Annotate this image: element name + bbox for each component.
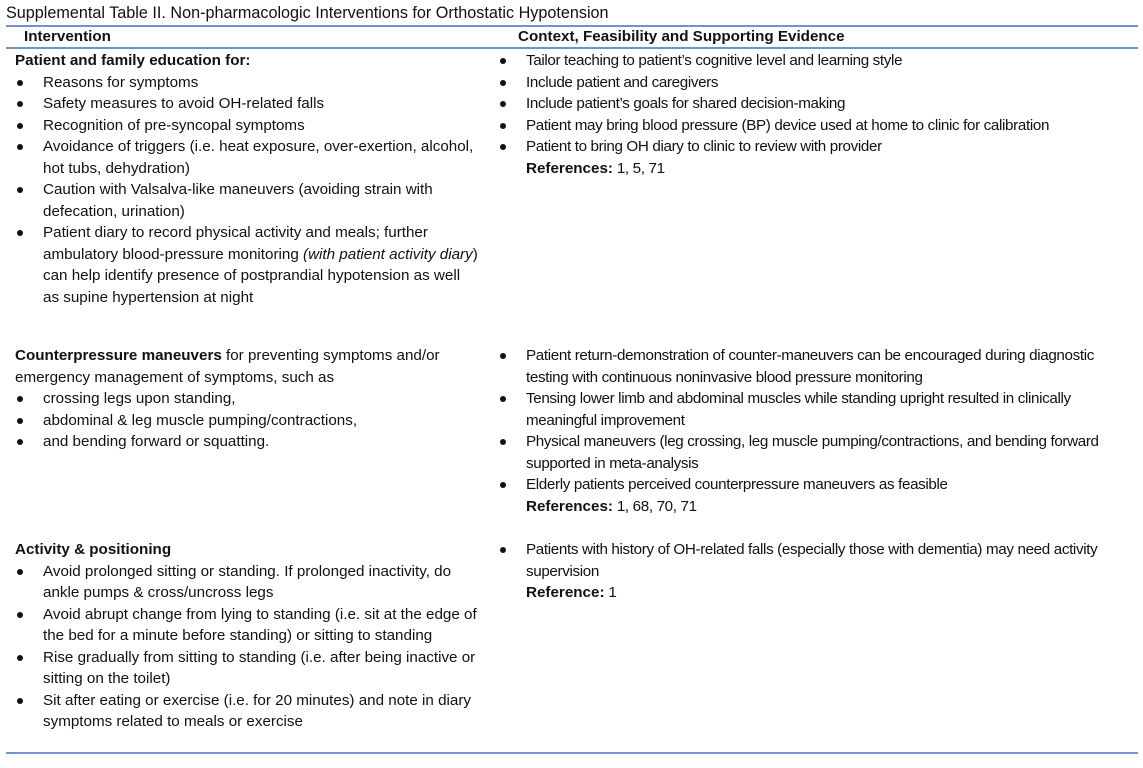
list-item: Patient may bring blood pressure (BP) device used at home to clinic for calibration: [498, 115, 1138, 137]
list-item: Include patient’s goals for shared decision-making: [498, 93, 1138, 115]
row-education-evidence: [498, 50, 1138, 179]
list-item: Patients with history of OH-related falls (especially those with dementia) may need activity supervision: [498, 539, 1138, 582]
list-item: Avoid abrupt change from lying to standing (i.e. sit at the edge of the bed for a minute before standing) or sitting to standing: [15, 604, 480, 647]
bullet-icon: [17, 187, 23, 193]
bullet-icon: [17, 569, 23, 575]
bullet-icon: [500, 80, 506, 86]
bullet-icon: [17, 698, 23, 704]
bullet-list: [498, 345, 1138, 496]
list-item: Patient return-demonstration of counter-maneuvers can be encouraged during diagnostic testing with continuous noninvasive blood pressure monitoring: [498, 345, 1138, 388]
bullet-icon: [500, 547, 506, 553]
row-lead: Activity & positioning: [15, 541, 172, 558]
bullet-list: [15, 561, 480, 733]
row-lead: Patient and family education for:: [15, 52, 251, 69]
list-item: Elderly patients perceived counterpressure maneuvers as feasible: [498, 474, 1138, 496]
list-item: Rise gradually from sitting to standing (i.e. after being inactive or sitting on the toilet): [15, 647, 480, 690]
list-item: Safety measures to avoid OH-related falls: [15, 93, 480, 115]
list-item: Recognition of pre-syncopal symptoms: [15, 115, 480, 137]
bullet-icon: [17, 418, 23, 424]
row-education-intervention: [15, 50, 480, 308]
references: References: 1, 68, 70, 71: [526, 497, 697, 515]
list-item: Tensing lower limb and abdominal muscles while standing upright resulted in clinically meaningful improvement: [498, 388, 1138, 431]
list-item: Physical maneuvers (leg crossing, leg muscle pumping/contractions, and bending forward supported in meta-analysis: [498, 431, 1138, 474]
bullet-list: [498, 539, 1138, 582]
row-counterpressure-intervention: [15, 345, 480, 453]
row-activity-intervention: [15, 539, 480, 733]
list-item: Tailor teaching to patient’s cognitive level and learning style: [498, 50, 1138, 72]
column-header-intervention: Intervention: [24, 28, 111, 45]
bullet-list: [15, 388, 480, 453]
bullet-list: [498, 50, 1138, 158]
list-item: Avoidance of triggers (i.e. heat exposure, over-exertion, alcohol, hot tubs, dehydration): [15, 136, 480, 179]
references: References: 1, 5, 71: [526, 159, 665, 177]
bullet-icon: [17, 439, 23, 445]
bullet-icon: [500, 396, 506, 402]
list-item: abdominal & leg muscle pumping/contractions,: [15, 410, 480, 432]
bullet-icon: [17, 144, 23, 150]
bottom-rule: [6, 752, 1138, 754]
bullet-icon: [17, 230, 23, 236]
bullet-icon: [17, 396, 23, 402]
bullet-icon: [500, 482, 506, 488]
bullet-icon: [17, 80, 23, 86]
bullet-icon: [500, 58, 506, 64]
bullet-icon: [17, 101, 23, 107]
references: Reference: 1: [526, 584, 617, 601]
bullet-icon: [17, 655, 23, 661]
bullet-icon: [17, 612, 23, 618]
list-item: crossing legs upon standing,: [15, 388, 480, 410]
list-item: Caution with Valsalva-like maneuvers (avoiding strain with defecation, urination): [15, 179, 480, 222]
bullet-icon: [500, 353, 506, 359]
list-item: Patient to bring OH diary to clinic to review with provider: [498, 136, 1138, 158]
bullet-icon: [500, 144, 506, 150]
list-item: Reasons for symptoms: [15, 72, 480, 94]
bullet-icon: [500, 101, 506, 107]
table-title: Supplemental Table II. Non-pharmacologic Interventions for Orthostatic Hypotension: [6, 4, 609, 22]
bullet-icon: [17, 123, 23, 129]
list-item: Sit after eating or exercise (i.e. for 20 minutes) and note in diary symptoms related to meals or exercise: [15, 690, 480, 733]
list-item: Avoid prolonged sitting or standing. If prolonged inactivity, do ankle pumps & cross/uncross legs: [15, 561, 480, 604]
bullet-list: [15, 72, 480, 309]
list-item: Patient diary to record physical activity and meals; further ambulatory blood-pressure monitoring (with patient activity diary) can help identify presence of postprandial hypotension as well as supine hypertension at night: [15, 222, 480, 308]
header-rule: [6, 47, 1138, 49]
list-item: Include patient and caregivers: [498, 72, 1138, 94]
row-activity-evidence: [498, 539, 1138, 604]
column-header-evidence: Context, Feasibility and Supporting Evidence: [518, 28, 845, 45]
bullet-icon: [500, 439, 506, 445]
list-item: and bending forward or squatting.: [15, 431, 480, 453]
row-counterpressure-evidence: [498, 345, 1138, 517]
row-lead: Counterpressure maneuvers for preventing symptoms and/or emergency management of symptoms, such as: [15, 347, 440, 386]
bullet-icon: [500, 123, 506, 129]
